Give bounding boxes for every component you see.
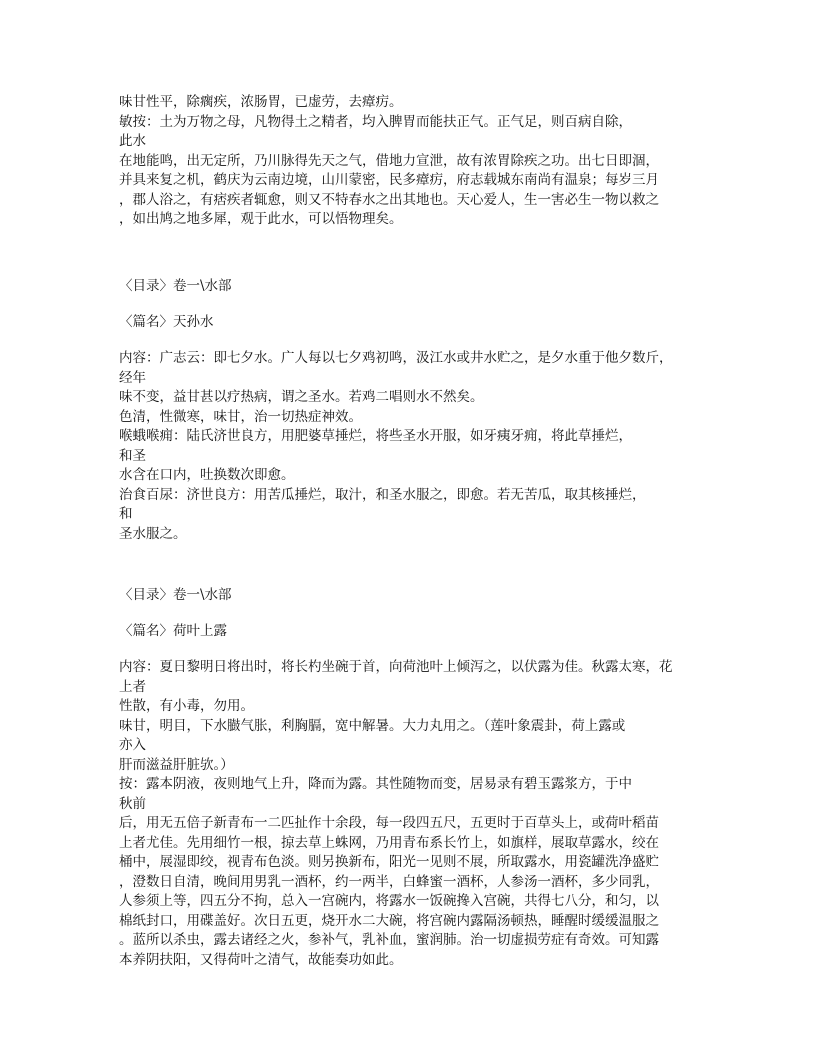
text-line: 色清，性微寒，味甘，治一切热症神效。 <box>119 408 362 425</box>
text-line: 经年 <box>119 369 146 386</box>
text-line: 内容：夏日黎明日将出时，将长杓坐碗于首，向荷池叶上倾泻之，以伏露为佳。秋露太寒，花 <box>119 659 673 675</box>
section-continuation <box>119 93 719 230</box>
text-line: 本养阴扶阳，又得荷叶之清气，故能奏功如此。 <box>119 951 403 968</box>
text-line: 并具来复之机，鹤庆为云南边境，山川蒙密，民多瘴疠，府志载城东南尚有温泉；每岁三月 <box>119 172 659 188</box>
text-line: 棉纸封口，用碟盖好。次日五更，烧开水二大碗，将宫碗内露隔汤顿热，睡醒时缓缓温服之 <box>119 912 659 929</box>
text-line: 味甘性平，除瘸疾，浓肠胃，已虚劳，去瘴疠。 <box>119 94 403 110</box>
text-line: 按：露本阴液，夜则地气上升，降而为露。其性随物而变，居易录有碧玉露浆方，于中 <box>119 776 632 792</box>
catalog-heading: 〈目录〉卷一\水部 <box>119 587 232 603</box>
text-line: 肝而滋益肝脏欤。） <box>119 756 234 773</box>
text-line: 此水 <box>119 133 146 149</box>
catalog-heading: 〈目录〉卷一\水部 <box>119 278 232 294</box>
article-title: 〈篇名〉荷叶上露 <box>119 623 227 639</box>
text-line: 亦入 <box>119 737 146 753</box>
text-line: 上者尤佳。先用细竹一根，掠去草上蛛网，乃用青布系长竹上，如旗样，展取草露水，绞在 <box>119 834 659 851</box>
text-line: 。蓝所以杀虫，露去诸经之火，参补气，乳补血，蜜润肺。治一切虚损劳症有奇效。可知露 <box>119 932 659 948</box>
text-line: 治食百尿：济世良方：用苦瓜捶烂，取汁，和圣水服之，即愈。若无苦瓜，取其核捶烂， <box>119 486 646 503</box>
text-line: 味甘，明目，下水臌气胀，利胸膈，宽中解暑。大力丸用之。（莲叶象震卦，荷上露或 <box>119 717 626 734</box>
text-line: 上者 <box>119 678 146 695</box>
text-line: 后，用无五倍子新青布一二匹扯作十余段，每一段四五尺，五更时于百草头上，或荷叶稻苗 <box>119 815 659 831</box>
text-line: 秋前 <box>119 795 146 812</box>
text-line: ，澄数日自清，晚间用男乳一酒杯，约一两半，白蜂蜜一酒杯，人参汤一酒杯，多少同乳， <box>119 873 659 890</box>
text-line: 桶中，展湿即绞，视青布色淡。则另换新布，阳光一见则不展，所取露水，用瓷罐洗净盛贮 <box>119 854 659 870</box>
article-title: 〈篇名〉天孙水 <box>119 314 214 330</box>
text-line: ，如出鸠之地多犀，观于此水，可以悟物理矣。 <box>119 211 403 227</box>
text-line: 内容：广志云：即七夕水。广人每以七夕鸡初鸣，汲江水或井水贮之，是夕水重于他夕数斤， <box>119 350 673 366</box>
text-line: 圣水服之。 <box>119 525 187 542</box>
section-lotus-leaf-dew <box>119 586 719 970</box>
text-line: 和 <box>119 506 133 522</box>
text-line: 性散，有小毒，勿用。 <box>119 698 254 714</box>
text-line: 水含在口内，吐换数次即愈。 <box>119 467 295 483</box>
text-line: 喉蛾喉痈：陆氏济世良方，用肥婆草捶烂，将些圣水开服，如牙痍牙痈，将此草捶烂， <box>119 428 632 444</box>
section-tiansun-water <box>119 277 719 544</box>
text-line: 和圣 <box>119 447 146 464</box>
text-line: ，郡人浴之，有痞疾者辄愈，则又不特春水之出其地也。天心爱人，生一害必生一物以救之 <box>119 191 659 208</box>
text-line: 在地能鸣，出无定所，乃川脉得先天之气，借地力宣泄，故有浓胃除疾之功。出七日即涸， <box>119 152 659 169</box>
text-line: 味不变，益甘甚以疗热病，谓之圣水。若鸡二唱则水不然矣。 <box>119 389 484 405</box>
text-line: 敏按：土为万物之母，凡物得土之精者，均入脾胃而能扶正气。正气足，则百病自除， <box>119 113 632 130</box>
text-line: 人参须上等，四五分不拘，总入一宫碗内，将露水一饭碗搀入宫碗，共得七八分，和匀，以 <box>119 893 659 909</box>
